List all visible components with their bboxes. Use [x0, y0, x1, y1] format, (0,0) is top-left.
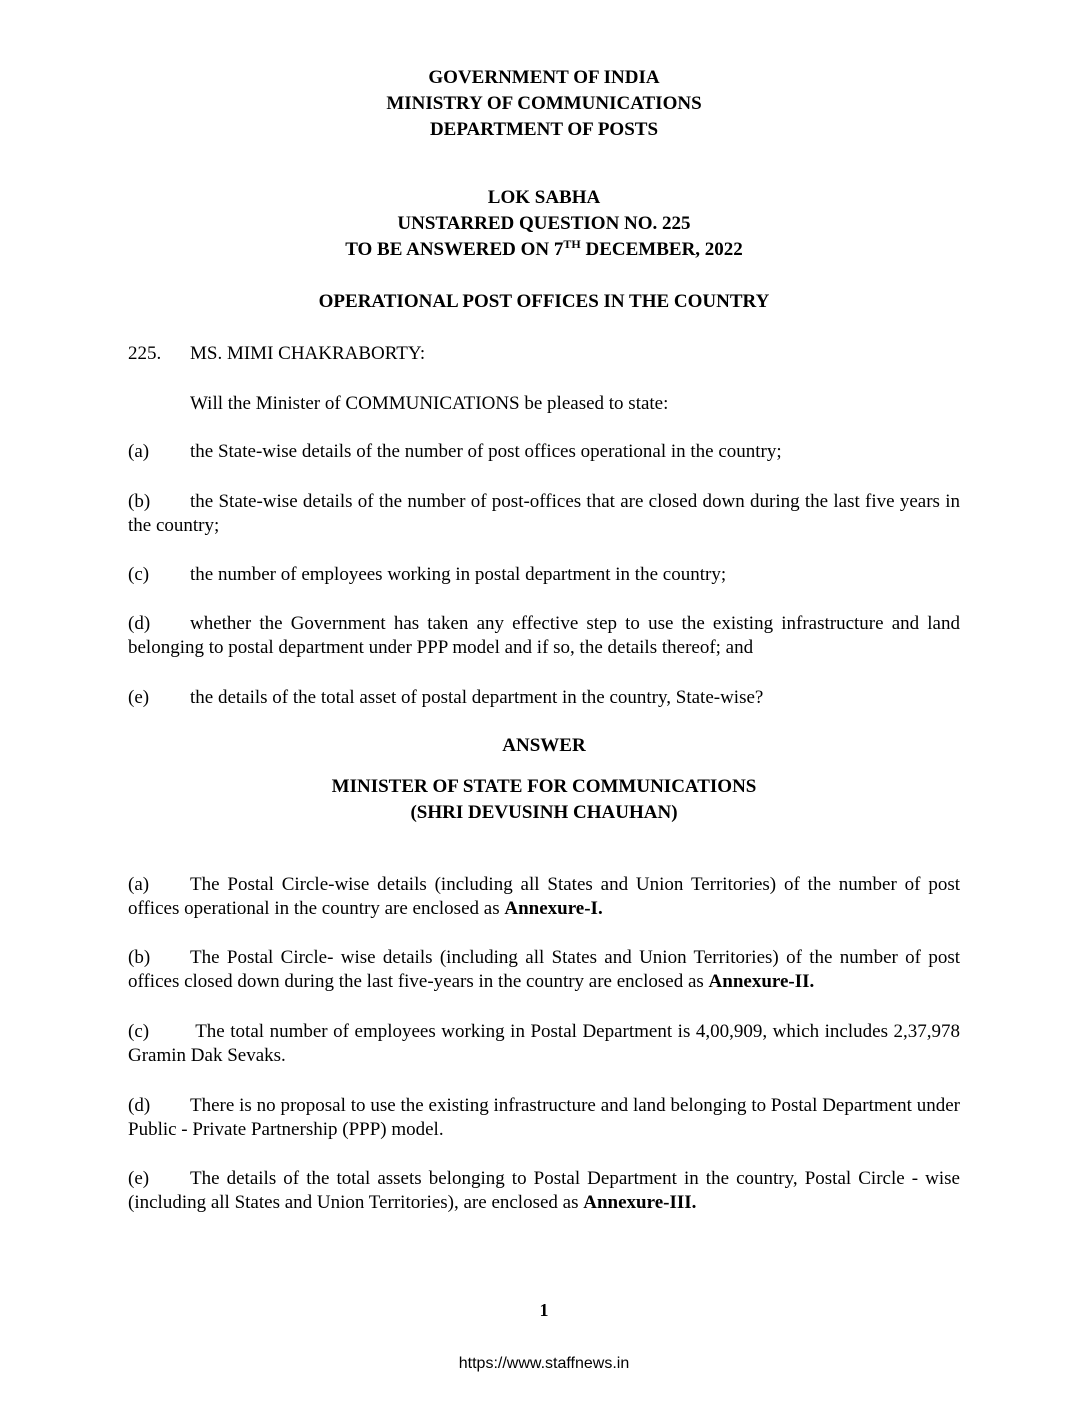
answer-date-prefix: TO BE ANSWERED ON 7 — [345, 239, 564, 260]
answer-part-marker: (e) — [128, 1168, 150, 1189]
question-part-marker: (c) — [128, 564, 150, 585]
answer-part-d — [128, 1094, 960, 1142]
question-part-d — [128, 612, 960, 660]
answer-date-sup: TH — [563, 237, 581, 251]
answer-date — [128, 238, 960, 262]
subject-title: OPERATIONAL POST OFFICES IN THE COUNTRY — [318, 291, 770, 312]
annexure-ref: Annexure-III. — [583, 1192, 697, 1213]
header-department: DEPARTMENT OF POSTS — [429, 119, 659, 140]
member-name: MS. MIMI CHAKRABORTY: — [190, 343, 426, 364]
answer-part-marker: (b) — [128, 947, 151, 968]
question-part-marker: (d) — [128, 613, 151, 634]
answer-part-marker: (d) — [128, 1095, 151, 1116]
question-part-text: the number of employees working in postal department in the country; — [190, 564, 727, 585]
question-number-title: UNSTARRED QUESTION NO. 225 — [397, 213, 691, 234]
answer-part-e — [128, 1167, 960, 1215]
answer-part-b — [128, 946, 960, 994]
answer-part-c — [128, 1020, 960, 1068]
answer-part-text: There is no proposal to use the existing infrastructure and land belonging to Postal Department under Public - Private Partnership (PPP) model. — [128, 1095, 960, 1140]
question-part-marker: (a) — [128, 441, 150, 462]
answer-part-text: The Postal Circle- wise details (including all States and Union Territories) of the number of post offices closed down during the last five-years in the country are enclosed as — [128, 947, 960, 992]
footer-url: https://www.staffnews.in — [458, 1355, 630, 1372]
question-intro: Will the Minister of COMMUNICATIONS be pleased to state: — [190, 393, 669, 414]
document-page — [128, 0, 960, 1408]
minister-name: (SHRI DEVUSINH CHAUHAN) — [410, 802, 678, 823]
annexure-ref: Annexure-II. — [708, 971, 815, 992]
answer-part-text: The total number of employees working in Postal Department is 4,00,909, which includes 2,37,978 Gramin Dak Sevaks. — [128, 1021, 960, 1066]
question-part-text: the State-wise details of the number of post offices operational in the country; — [190, 441, 782, 462]
answer-part-marker: (a) — [128, 874, 150, 895]
header-ministry: MINISTRY OF COMMUNICATIONS — [386, 93, 702, 114]
house-name: LOK SABHA — [487, 187, 601, 208]
question-number: 225. — [128, 343, 162, 364]
question-part-marker: (b) — [128, 491, 151, 512]
question-part-text: whether the Government has taken any effective step to use the existing infrastructure and land belonging to postal department under PPP model and if so, the details thereof; and — [128, 613, 960, 658]
page-number: 1 — [539, 1300, 549, 1320]
minister-title: MINISTER OF STATE FOR COMMUNICATIONS — [331, 776, 757, 797]
question-part-b — [128, 490, 960, 538]
answer-heading: ANSWER — [502, 735, 586, 756]
question-part-e — [128, 686, 960, 710]
question-part-a — [128, 440, 960, 464]
question-part-c — [128, 563, 960, 587]
answer-part-text: The Postal Circle-wise details (including all States and Union Territories) of the number of post offices operational in the country are enclosed as — [128, 874, 960, 919]
answer-part-a — [128, 873, 960, 921]
question-part-text: the details of the total asset of postal department in the country, State-wise? — [190, 687, 764, 708]
answer-part-text: The details of the total assets belonging to Postal Department in the country, Postal Circle - wise (including all States and Union Territories), are enclosed as — [128, 1168, 960, 1213]
answer-part-marker: (c) — [128, 1021, 150, 1042]
question-part-marker: (e) — [128, 687, 150, 708]
annexure-ref: Annexure-I. — [504, 898, 603, 919]
answer-date-suffix: DECEMBER, 2022 — [580, 239, 743, 260]
question-part-text: the State-wise details of the number of post-offices that are closed down during the last five years in the country; — [128, 491, 960, 536]
header-government: GOVERNMENT OF INDIA — [428, 67, 660, 88]
question-member-line — [128, 342, 960, 366]
